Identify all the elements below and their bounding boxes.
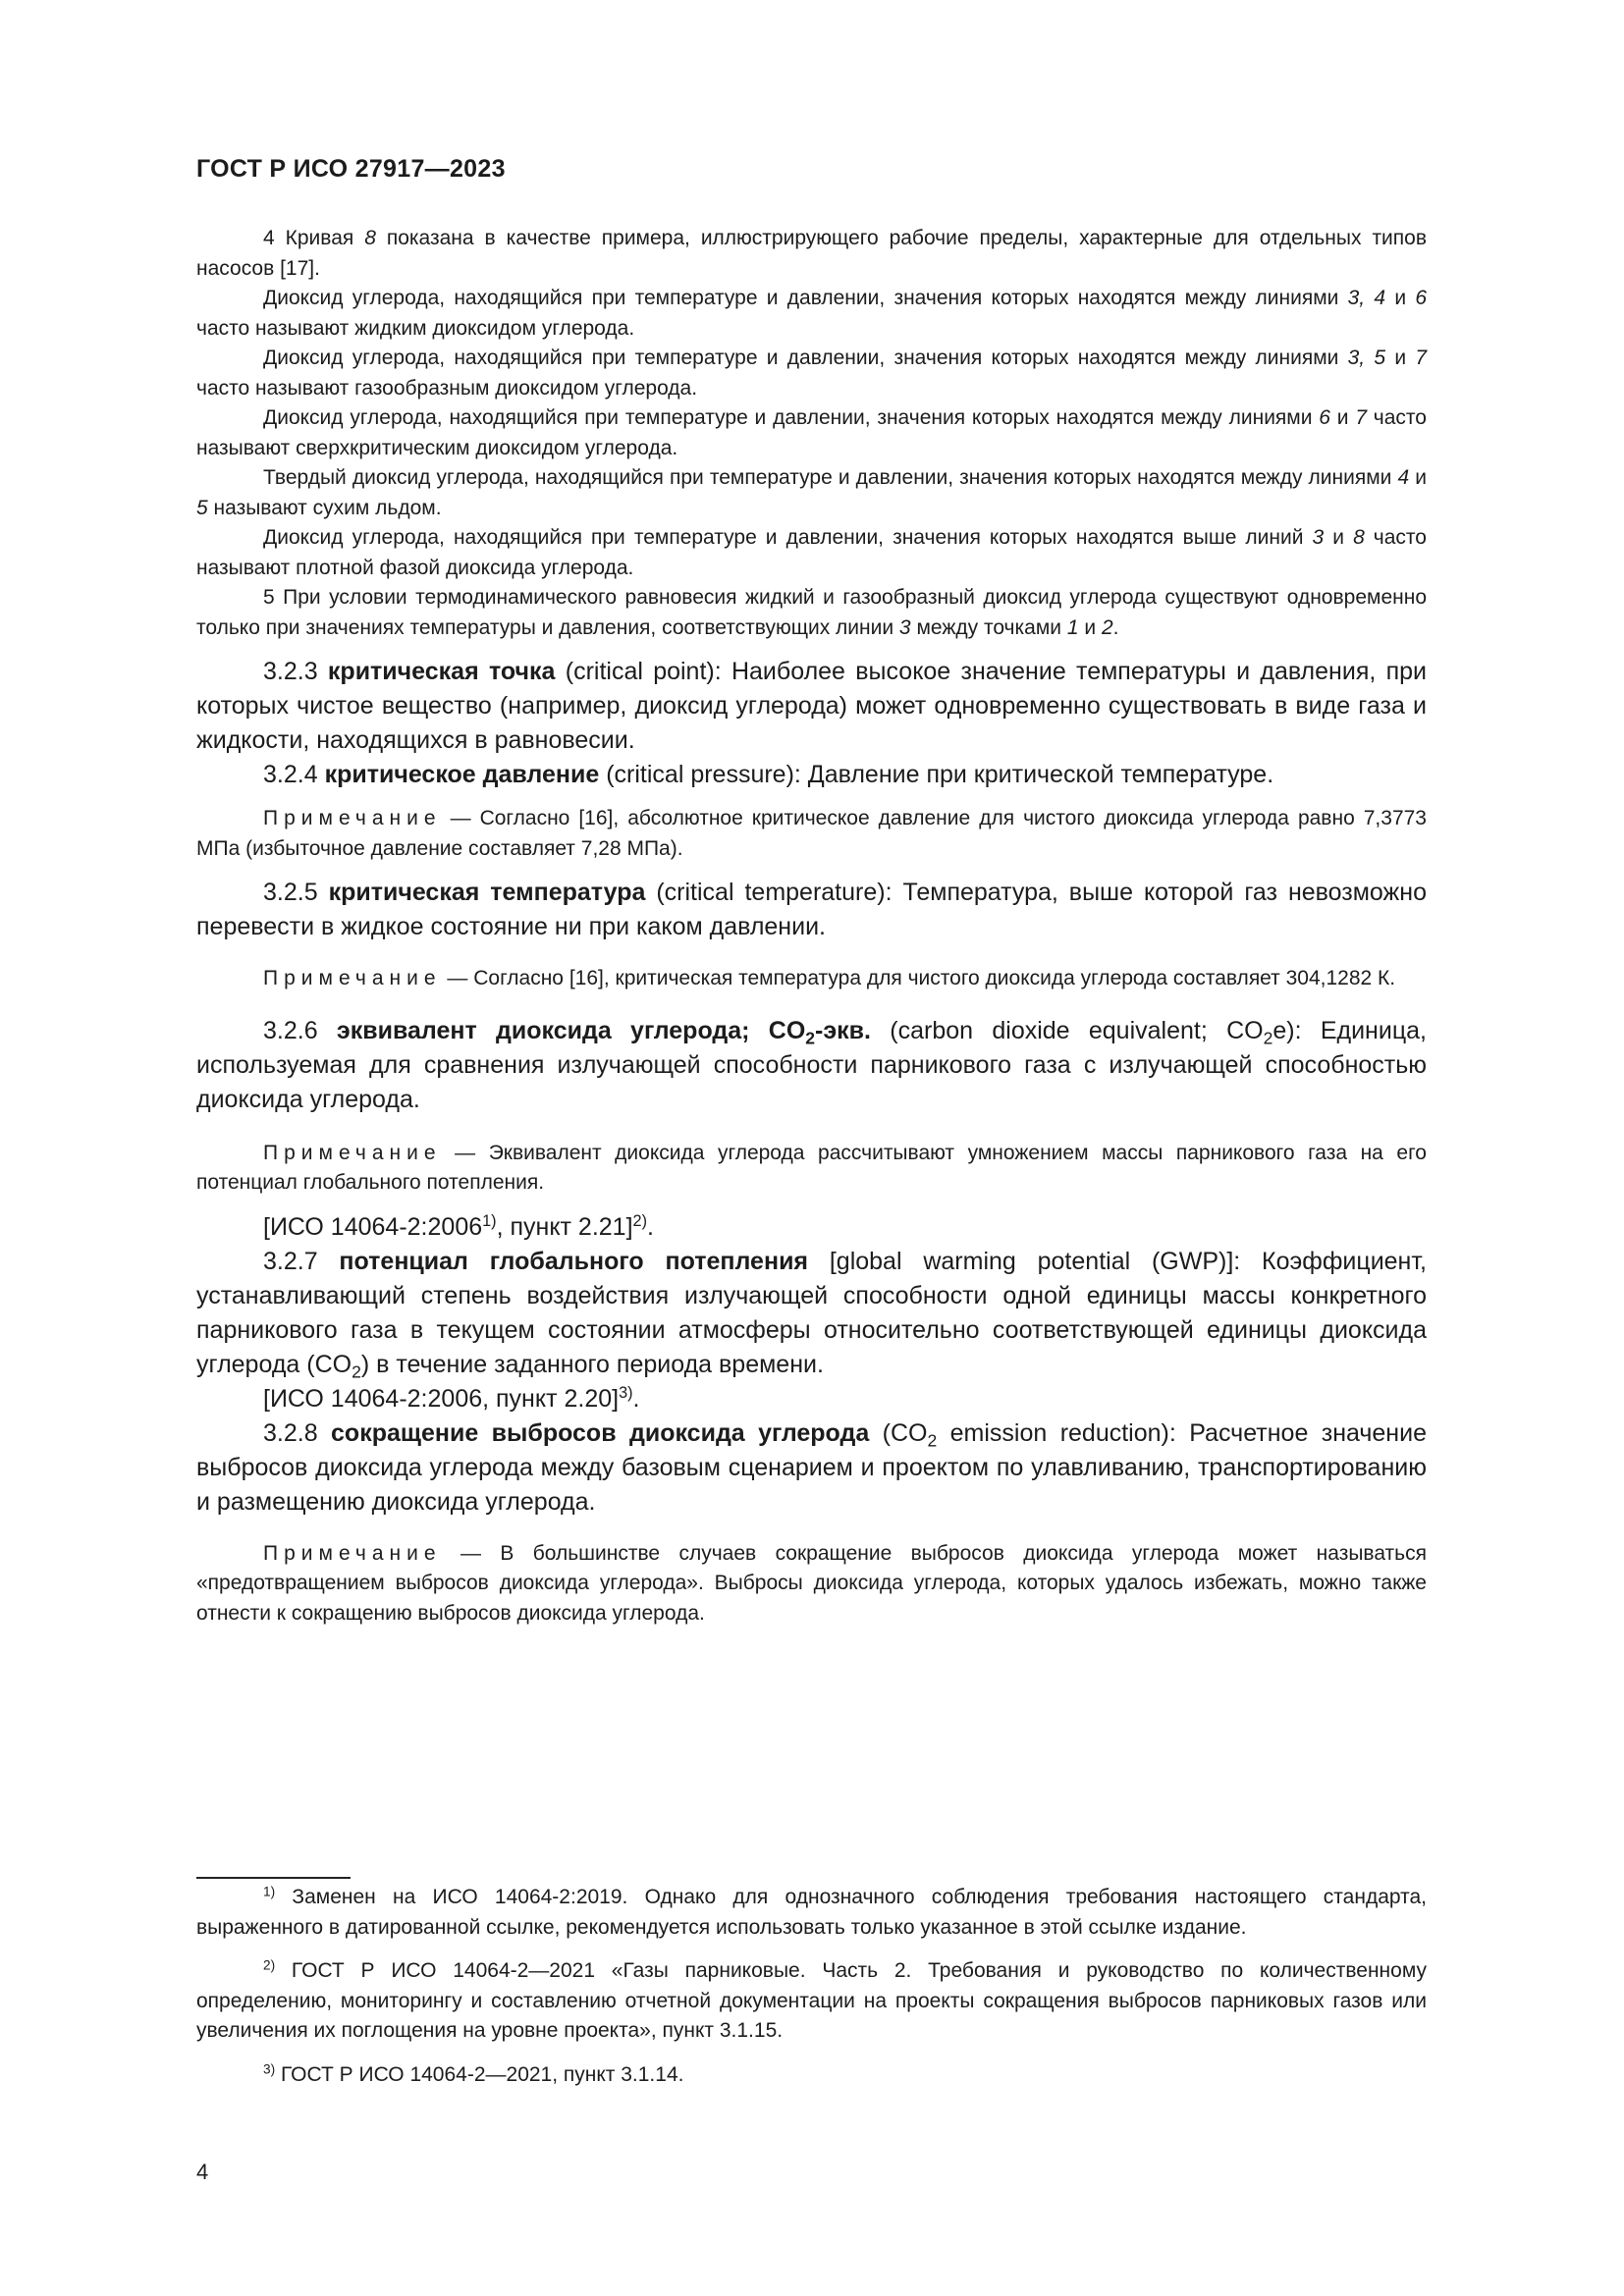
source-3-2-6: [ИСО 14064-2:2006$^{1)}$, пункт 2.21]$^{2)}$. bbox=[263, 1211, 654, 1241]
term-name: эквивалент диоксида углерода; $CO_2$-экв. bbox=[336, 1016, 871, 1047]
source-3-2-7: [ИСО 14064-2:2006, пункт 2.20]$^{3)}$. bbox=[263, 1383, 640, 1413]
note-3-2-5: Примечание — Согласно [16], критическая температура для чистого диоксида углерода составляет 304,1282 К. bbox=[263, 967, 1396, 989]
document-header: ГОСТ Р ИСО 27917—2023 bbox=[196, 155, 506, 183]
note-3-2-8: Примечание — В большинстве случаев сокращение выбросов диоксида углерода может называться «предотвращением выбросов диоксида углерода». Выбросы диоксида углерода, которых удалось избежать, можно также отнести к сокращению выбросов диоксида углерода. bbox=[196, 1541, 1427, 1625]
term-3-2-3-critical-point: 3.2.3 критическая точка (critical point): Наиболее высокое значение температуры и давления, при которых чистое вещество (например, диоксид углерода) может одновременно существовать в виде газа и жидкости, находящихся в равновесии. bbox=[196, 658, 1427, 754]
note-label: Примечание bbox=[263, 1141, 442, 1164]
term-3-2-8-co2-emission-reduction: 3.2.8 сокращение выбросов диоксида углерода ($CO_2$ emission reduction): Расчетное значение выбросов диоксида углерода между базовым сценарием и проектом по улавливанию, транспортированию и размещению диоксида углерода. bbox=[196, 1418, 1427, 1516]
note-supercritical-co2: Диоксид углерода, находящийся при температуре и давлении, значения которых находятся между линиями 6 и 7 часто называют сверхкритическим диоксидом углерода. bbox=[196, 406, 1427, 459]
term-name: критическая точка bbox=[327, 658, 556, 685]
footnote-ref-1: 1) bbox=[482, 1211, 497, 1230]
term-name: критическая температура bbox=[328, 879, 646, 906]
footnotes bbox=[196, 1883, 1427, 2090]
note-3-2-4: Примечание — Согласно [16], абсолютное критическое давление для чистого диоксида углерода равно 7,3773 МПа (избыточное давление составляет 7,28 МПа). bbox=[196, 807, 1427, 860]
note-3-2-6: Примечание — Эквивалент диоксида углерода рассчитывают умножением массы парникового газа на его потенциал глобального потепления. bbox=[196, 1141, 1427, 1194]
note-gaseous-co2: Диоксид углерода, находящийся при температуре и давлении, значения которых находятся между линиями 3, 5 и 7 часто называют газообразным диоксидом углерода. bbox=[196, 347, 1427, 400]
footnote-separator bbox=[196, 1877, 351, 1879]
term-3-2-4-critical-pressure: 3.2.4 критическое давление (critical pressure): Давление при критической температуре. bbox=[263, 761, 1274, 788]
page-number: 4 bbox=[196, 2160, 209, 2184]
footnote-ref-2: 2) bbox=[632, 1211, 647, 1230]
footnote-1: $^{1)}$ Заменен на ИСО 14064-2:2019. Однако для однозначного соблюдения требования настоящего стандарта, выраженного в датированной ссылке, рекомендуется использовать только указанное в этой ссылке издание. bbox=[196, 1884, 1427, 1939]
term-name: потенциал глобального потепления bbox=[339, 1247, 809, 1275]
note-4-curve: 4 Кривая 8 показана в качестве примера, иллюстрирующего рабочие пределы, характерные для отдельных типов насосов [17]. bbox=[196, 227, 1427, 280]
footnote-3: $^{3)}$ ГОСТ Р ИСО 14064-2—2021, пункт 3.1.14. bbox=[263, 2061, 684, 2086]
note-label: Примечание bbox=[263, 967, 442, 989]
note-liquid-co2: Диоксид углерода, находящийся при температуре и давлении, значения которых находятся между линиями 3, 4 и 6 часто называют жидким диоксидом углерода. bbox=[196, 287, 1427, 340]
term-name: критическое давление bbox=[324, 761, 600, 788]
footnote-2: $^{2)}$ ГОСТ Р ИСО 14064-2—2021 «Газы парниковые. Часть 2. Требования и руководство по количественному определению, мониторингу и составлению отчетной документации на проекты сокращения выбросов парниковых газов или увеличения их поглощения на уровне проекта», пункт 3.1.15. bbox=[196, 1957, 1427, 2042]
note-label: Примечание bbox=[263, 807, 442, 829]
term-name: сокращение выбросов диоксида углерода bbox=[331, 1418, 870, 1447]
term-3-2-7-gwp: 3.2.7 потенциал глобального потепления [global warming potential (GWP)]: Коэффициент, устанавливающий степень воздействия излучающей способности одной единицы массы конкретного парникового газа в текущем состоянии атмосферы относительно соответствующей единицы диоксида углерода $(CO_2)$ в течение заданного периода времени. bbox=[196, 1247, 1427, 1381]
note-5-equilibrium: 5 При условии термодинамического равновесия жидкий и газообразный диоксид углерода существуют одновременно только при значениях температуры и давления, соответствующих линии 3 между точками 1 и 2. bbox=[196, 586, 1427, 639]
footnote-ref-3: 3) bbox=[619, 1383, 633, 1402]
note-dense-phase: Диоксид углерода, находящийся при температуре и давлении, значения которых находятся выше линий 3 и 8 часто называют плотной фазой диоксида углерода. bbox=[196, 526, 1427, 579]
note-label: Примечание bbox=[263, 1541, 442, 1565]
note-dry-ice: Твердый диоксид углерода, находящийся при температуре и давлении, значения которых находятся между линиями 4 и 5 называют сухим льдом. bbox=[196, 466, 1427, 519]
term-3-2-6-co2-equivalent: 3.2.6 эквивалент диоксида углерода; $CO_2$-экв. (carbon dioxide equivalent; $CO_2e$): Единица, используемая для сравнения излучающей способности парникового газа с излучающей способностью диоксида углерода. bbox=[196, 1016, 1427, 1113]
term-3-2-5-critical-temperature: 3.2.5 критическая температура (critical temperature): Температура, выше которой газ невозможно перевести в жидкое состояние ни при каком давлении. bbox=[196, 879, 1427, 940]
main-content bbox=[196, 224, 1427, 1629]
